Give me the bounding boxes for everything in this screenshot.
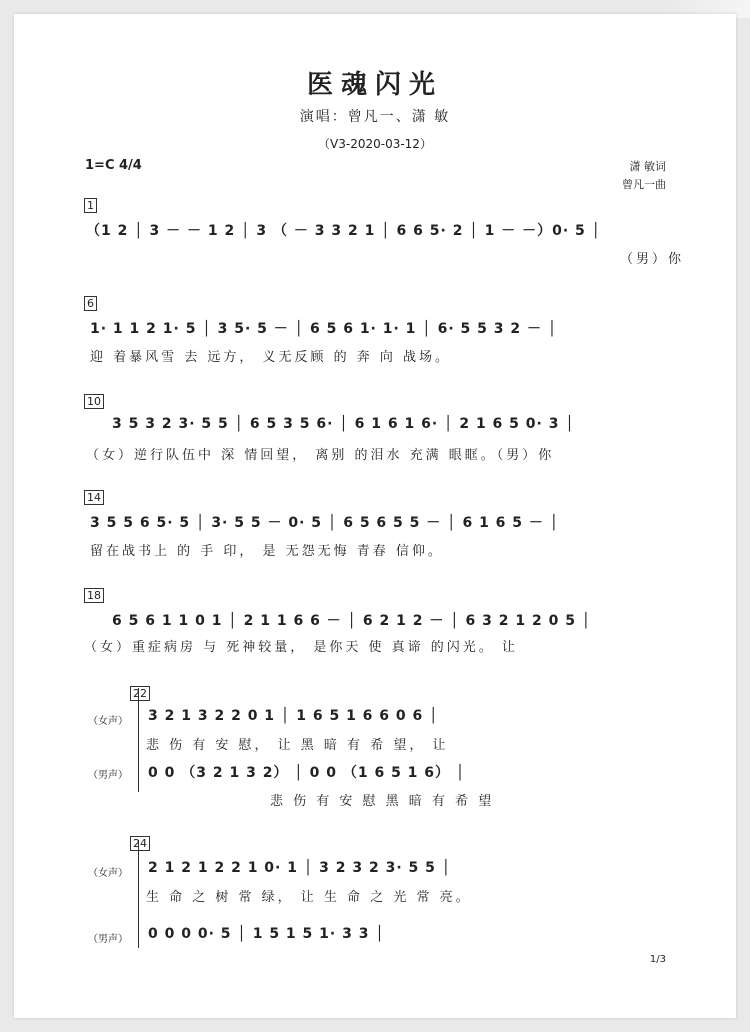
page-number: 1/3 (649, 954, 666, 965)
notation-line: 3 5 5 6 5· 5 │ 3· 5 5 － 0· 5 │ 6 5 6 5 5 － │ 6 1 6 5 － │ (90, 515, 560, 531)
song-title: 医魂闪光 (306, 70, 443, 100)
measure-number: 1 (84, 198, 97, 213)
notation-line: 3 5 3 2 3· 5 5 │ 6 5 3 5 6· │ 6 1 6 1 6· │ 2 1 6 5 0· 3 │ (112, 416, 575, 432)
lyric-line: 迎 着暴风雪 去 远方， 义无反顾 的 奔 向 战场。 (90, 350, 452, 365)
female-lyric: 生 命 之 树 常 绿， 让 生 命 之 光 常 亮。 (146, 890, 472, 905)
measure-number: 24 (130, 836, 150, 851)
lyric-line: （女）重症病房 与 死神较量， 是你天 使 真谛 的闪光。 让 (84, 640, 518, 655)
female-notation: 3 2 1 3 2 2 0 1 │ 1 6 5 1 6 6 0 6 │ (148, 708, 439, 724)
notation-line: 6 5 6 1 1 0 1 │ 2 1 1 6 6 － │ 6 2 1 2 － │ 6 3 2 1 2 0 5 │ (112, 613, 592, 629)
male-lyric: 悲 伤 有 安 慰 黑 暗 有 希 望 (270, 794, 495, 809)
system-brace-line (138, 840, 139, 948)
female-part-label: （女声） (88, 868, 128, 879)
measure-number: 6 (84, 296, 97, 311)
key-signature: 1=C 4/4 (85, 158, 142, 173)
measure-number: 14 (84, 490, 104, 505)
notation-line: （1 2 │ 3 － － 1 2 │ 3 （ － 3 3 2 1 │ 6 6 5· 2 │ 1 － －）0· 5 │ (86, 223, 602, 239)
female-part-label: （女声） (88, 716, 128, 727)
lyric-line: （男）你 (620, 252, 685, 267)
measure-number: 18 (84, 588, 104, 603)
male-notation: 0 0 0 0· 5 │ 1 5 1 5 1· 3 3 │ (148, 926, 385, 942)
lyricist-credit: 潇 敏词 (629, 160, 666, 173)
female-notation: 2 1 2 1 2 2 1 0· 1 │ 3 2 3 2 3· 5 5 │ (148, 860, 452, 876)
version-line: （V3-2020-03-12） (318, 137, 432, 151)
measure-number: 22 (130, 686, 150, 701)
male-part-label: （男声） (88, 770, 128, 781)
lyric-line: 留在战书上 的 手 印， 是 无怨无悔 青春 信仰。 (90, 544, 444, 559)
lyric-line: （女）逆行队伍中 深 情回望， 离别 的泪水 充满 眼眶。（男）你 (86, 448, 555, 463)
notation-line: 1· 1 1 2 1· 5 │ 3 5· 5 － │ 6 5 6 1· 1· 1 │ 6· 5 5 3 2 － │ (90, 321, 558, 337)
male-part-label: （男声） (88, 934, 128, 945)
singer-line: 演唱：曾凡一、潇 敏 (299, 109, 451, 125)
system-brace-line (138, 688, 139, 792)
composer-credit: 曾凡一曲 (622, 178, 666, 191)
male-notation: 0 0 （3 2 1 3 2） │ 0 0 （1 6 5 1 6） │ (148, 765, 466, 781)
female-lyric: 悲 伤 有 安 慰， 让 黑 暗 有 希 望， 让 (146, 738, 449, 753)
measure-number: 10 (84, 394, 104, 409)
